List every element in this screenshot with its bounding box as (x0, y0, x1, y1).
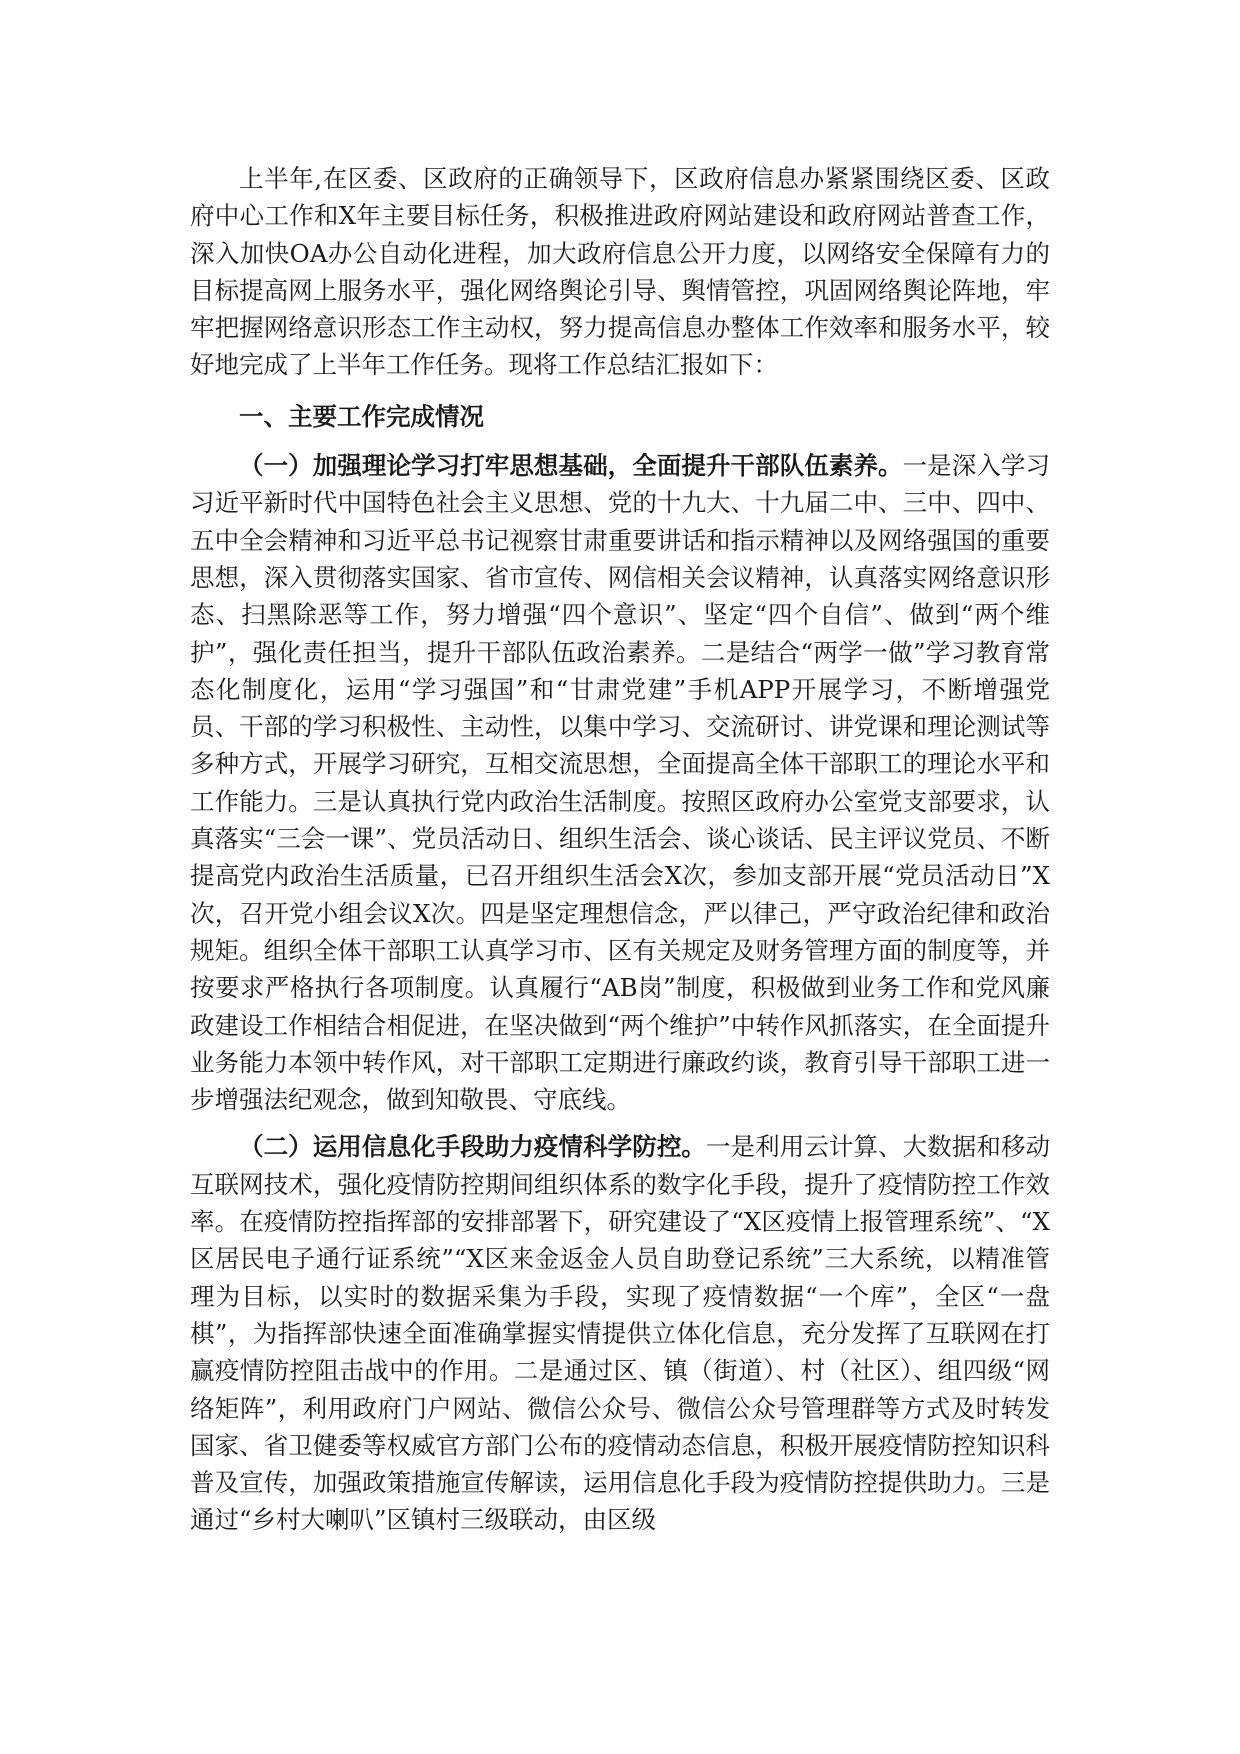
section-1-body: 一是深入学习习近平新时代中国特色社会主义思想、党的十九大、十九届二中、三中、四中、五中全会精神和习近平总书记视察甘肃重要讲话和指示精神以及网络强国的重要思想，深入贯彻落实国家、省市宣传、网信相关会议精神，认真落实网络意识形态、扫黑除恶等工作，努力增强“四个意识”、坚定“四个自信”、做到“两个维护”，强化责任担当，提升干部队伍政治素养。二是结合“两学一做”学习教育常态化制度化，运用“学习强国”和“甘肃党建”手机APP开展学习，不断增强党员、干部的学习积极性、主动性，以集中学习、交流研讨、讲党课和理论测试等多种方式，开展学习研究，互相交流思想，全面提高全体干部职工的理论水平和工作能力。三是认真执行党内政治生活制度。按照区政府办公室党支部要求，认真落实“三会一课”、党员活动日、组织生活会、谈心谈话、民主评议党员、不断提高党内政治生活质量，已召开组织生活会X次，参加支部开展“党员活动日”X次，召开党小组会议X次。四是坚定理想信念，严以律己，严守政治纪律和政治规矩。组织全体干部职工认真学习市、区有关规定及财务管理方面的制度等，并按要求严格执行各项制度。认真履行“AB岗”制度，积极做到业务工作和党风廉政建设工作相结合相促进，在坚决做到“两个维护”中转作风抓落实，在全面提升业务能力本领中转作风，对干部职工定期进行廉政约谈，教育引导干部职工进一步增强法纪观念，做到知敬畏、守底线。 (190, 451, 1050, 1115)
section-2-paragraph (190, 1128, 1050, 1538)
intro-paragraph: 上半年,在区委、区政府的正确领导下，区政府信息办紧紧围绕区委、区政府中心工作和X年主要目标任务，积极推进政府网站建设和政府网站普查工作，深入加快OA办公自动化进程，加大政府信息公开力度，以网络安全保障有力的目标提高网上服务水平，强化网络舆论引导、舆情管控，巩固网络舆论阵地，牢牢把握网络意识形态工作主动权，努力提高信息办整体工作效率和服务水平，较好地完成了上半年工作任务。现将工作总结汇报如下： (190, 164, 1050, 380)
section-1-lead: （一）加强理论学习打牢思想基础，全面提升干部队伍素养。 (239, 451, 903, 481)
section-2-lead: （二）运用信息化手段助力疫情科学防控。 (239, 1132, 706, 1162)
document-body (190, 160, 1050, 1539)
section-heading: 一、主要工作完成情况 (239, 401, 484, 431)
section-2-body: 一是利用云计算、大数据和移动互联网技术，强化疫情防控期间组织体系的数字化手段，提升了疫情防控工作效率。在疫情防控指挥部的安排部署下，研究建设了“X区疫情上报管理系统”、“X区居民电子通行证系统”“X区来金返金人员自助登记系统”三大系统，以精准管理为目标，以实时的数据采集为手段，实现了疫情数据“一个库”，全区“一盘棋”，为指挥部快速全面准确掌握实情提供立体化信息，充分发挥了互联网在打赢疫情防控阻击战中的作用。二是通过区、镇（街道）、村（社区）、组四级“网络矩阵”，利用政府门户网站、微信公众号、微信公众号管理群等方式及时转发国家、省卫健委等权威官方部门公布的疫情动态信息，积极开展疫情防控知识科普及宣传，加强政策措施宣传解读，运用信息化手段为疫情防控提供助力。三是通过“乡村大喇叭”区镇村三级联动，由区级 (190, 1132, 1050, 1535)
section-1-paragraph (190, 447, 1050, 1118)
